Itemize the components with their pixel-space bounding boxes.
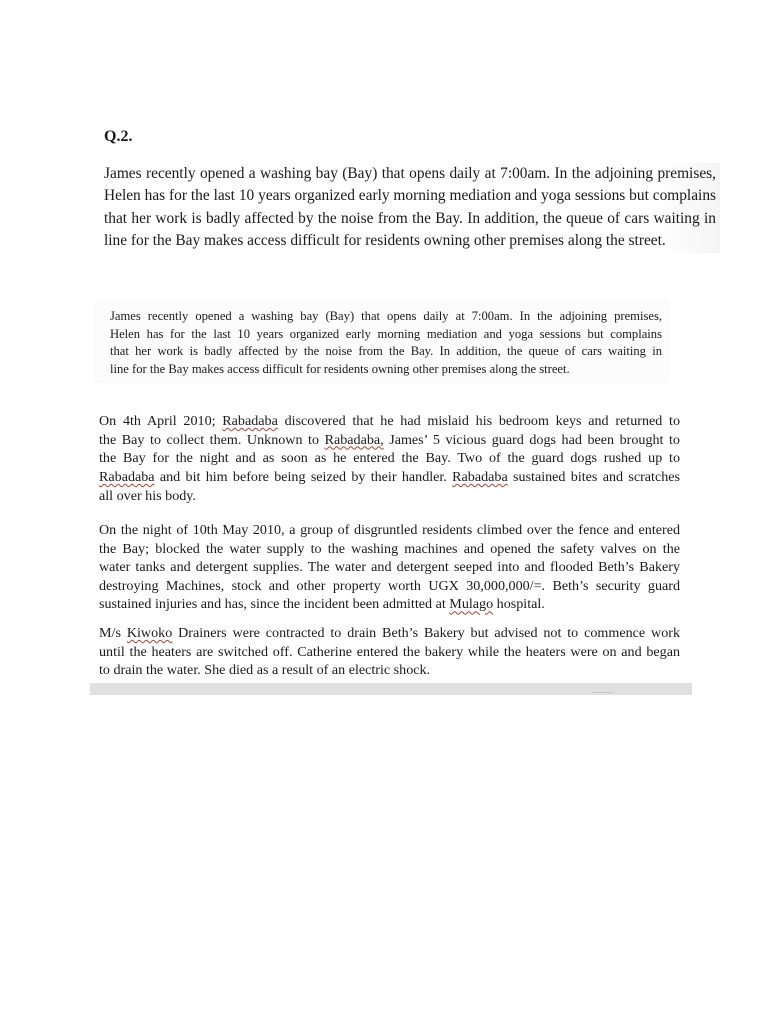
text-line <box>99 412 680 431</box>
text-segment: James’ 5 vicious guard dogs had been brought to <box>383 431 680 448</box>
text-segment: sustained bites and scratches <box>507 469 680 486</box>
text-segment: On 4th April 2010; <box>99 413 223 429</box>
text-line: water tanks and detergent supplies. The water and detergent seeped into and flooded Beth’s Bakery <box>99 559 680 576</box>
text-line <box>99 624 680 643</box>
text-line: line for the Bay makes access difficult for residents owning other premises along the street. <box>110 361 570 376</box>
paragraph-rabadaba <box>99 412 680 506</box>
paragraph-kiwoko <box>99 624 680 680</box>
text-line: that her work is badly affected by the noise from the Bay. In addition, the queue of cars waiting in <box>104 209 716 227</box>
spellcheck-word: Rabadaba <box>222 413 278 429</box>
text-line: James recently opened a washing bay (Bay) that opens daily at 7:00am. In the adjoining premises, <box>110 309 662 323</box>
text-segment: M/s <box>99 625 127 641</box>
paragraph-intro-duplicate <box>96 300 668 382</box>
text-line: until the heaters are switched off. Catherine entered the bakery while the heaters were on and began <box>99 643 680 660</box>
text-line: to drain the water. She died as a result of an electric shock. <box>99 662 431 679</box>
text-line <box>99 468 680 487</box>
text-line: line for the Bay makes access difficult for residents owning other premises along the street. <box>104 232 666 250</box>
text-line: that her work is badly affected by the noise from the Bay. In addition, the queue of cars waiting in <box>110 344 662 358</box>
paragraph-intro <box>104 163 720 253</box>
spellcheck-word: Rabadaba <box>99 469 155 486</box>
page-divider-bar <box>90 683 692 695</box>
text-segment: Drainers were contracted to drain Beth’s Bakery but advised not to commence work <box>172 625 680 641</box>
spellcheck-word: Mulago <box>449 596 494 613</box>
text-line: the Bay for the night and as soon as he entered the Bay. Two of the guard dogs rushed up to <box>99 450 680 467</box>
spellcheck-word: Rabadaba, <box>324 431 384 448</box>
text-line: the Bay; blocked the water supply to the washing machines and opened the safety valves on the <box>99 540 680 557</box>
text-segment: the Bay to collect them. Unknown to <box>99 431 325 448</box>
text-line: Helen has for the last 10 years organized early morning mediation and yoga sessions but complains <box>110 326 662 341</box>
question-heading: Q.2. <box>104 128 133 145</box>
text-line: On the night of 10th May 2010, a group of disgruntled residents climbed over the fence and entered <box>99 522 680 538</box>
text-line: James recently opened a washing bay (Bay) that opens daily at 7:00am. In the adjoining premises, <box>104 165 716 182</box>
text-line <box>99 595 680 614</box>
text-segment: hospital. <box>493 596 545 613</box>
text-line <box>99 431 680 450</box>
divider-tick <box>592 692 612 693</box>
spellcheck-word: Rabadaba <box>452 469 508 486</box>
text-line: destroying Machines, stock and other property worth UGX 30,000,000/=. Beth’s security guard <box>99 577 680 594</box>
spellcheck-word: Kiwoko <box>126 625 173 641</box>
text-segment: and bit him before being seized by their handler. <box>154 469 453 486</box>
text-line: all over his body. <box>99 487 196 504</box>
text-line: Helen has for the last 10 years organized early morning mediation and yoga sessions but complains <box>104 187 716 205</box>
paragraph-residents <box>99 521 680 614</box>
text-segment: sustained injuries and has, since the incident been admitted at <box>99 596 450 613</box>
text-segment: discovered that he had mislaid his bedroom keys and returned to <box>277 413 680 429</box>
